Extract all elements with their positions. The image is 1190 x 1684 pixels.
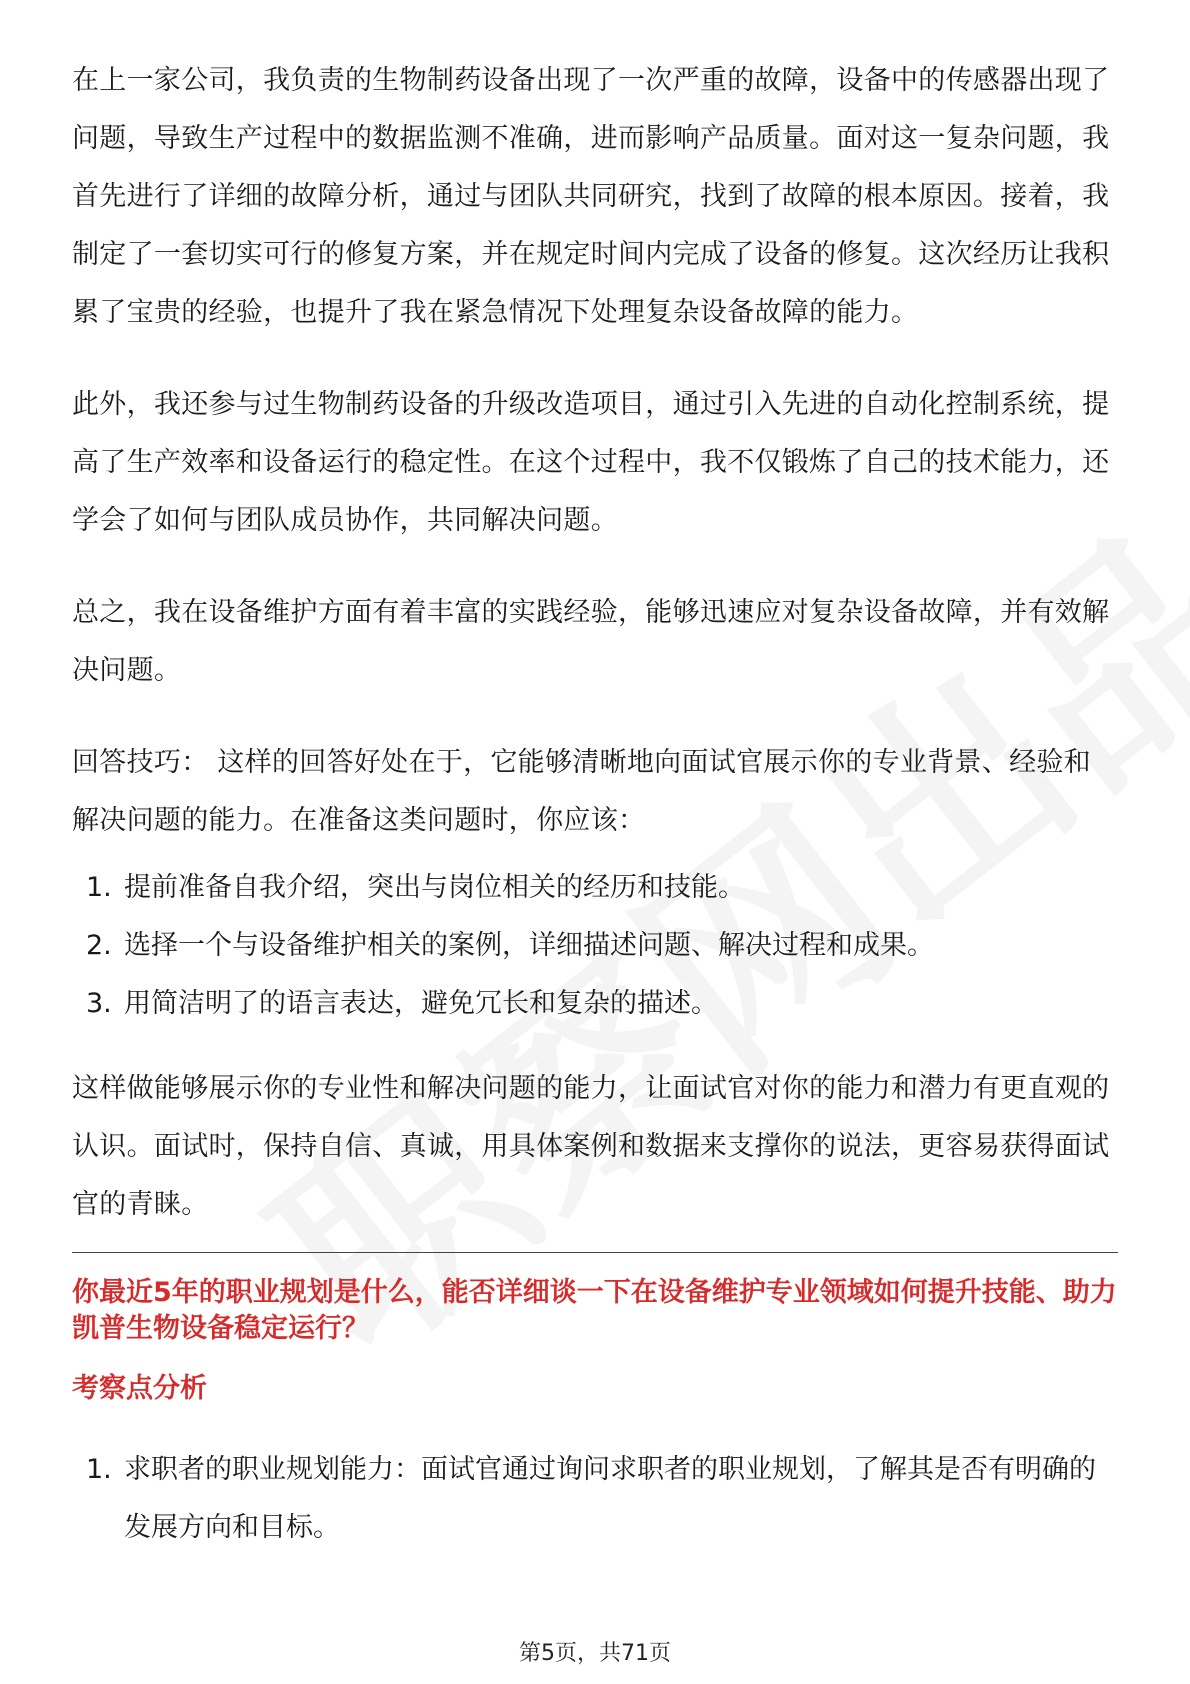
list-number: 1.: [86, 1454, 112, 1485]
list-number: 1.: [86, 872, 112, 903]
question-heading: 你最近5年的职业规划是什么，能否详细谈一下在设备维护专业领域如何提升技能、助力凯普生物设备稳定运行？: [72, 1277, 1117, 1344]
paragraph-experience: 在上一家公司，我负责的生物制药设备出现了一次严重的故障，设备中的传感器出现了问题，导致生产过程中的数据监测不准确，进而影响产品质量。面对这一复杂问题，我首先进行了详细的故障分析，通过与团队共同研究，找到了故障的根本原因。接着，我制定了一套切实可行的修复方案，并在规定时间内完成了设备的修复。这次经历让我积累了宝贵的经验，也提升了我在紧急情况下处理复杂设备故障的能力。: [72, 65, 1110, 328]
analysis-heading: 考察点分析: [72, 1373, 207, 1404]
list-number: 2.: [86, 930, 112, 961]
list-text: 用简洁明了的语言表达，避免冗长和复杂的描述。: [124, 988, 718, 1019]
list-item: [72, 928, 1118, 964]
paragraph-summary: 总之，我在设备维护方面有着丰富的实践经验，能够迅速应对复杂设备故障，并有效解决问题。: [72, 597, 1110, 686]
list-item: [72, 986, 1118, 1022]
list-text: 提前准备自我介绍，突出与岗位相关的经历和技能。: [124, 872, 745, 903]
section-divider: [72, 1252, 1118, 1253]
paragraph-closing: 这样做能够展示你的专业性和解决问题的能力，让面试官对你的能力和潜力有更直观的认识。面试时，保持自信、真诚，用具体案例和数据来支撑你的说法，更容易获得面试官的青睐。: [72, 1073, 1110, 1220]
list-number: 3.: [86, 988, 112, 1019]
list-item: [72, 870, 1118, 906]
paragraph-upgrade-project: 此外，我还参与过生物制药设备的升级改造项目，通过引入先进的自动化控制系统，提高了生产效率和设备运行的稳定性。在这个过程中，我不仅锻炼了自己的技术能力，还学会了如何与团队成员协作，共同解决问题。: [72, 389, 1110, 536]
list-text: 求职者的职业规划能力：面试官通过询问求职者的职业规划，了解其是否有明确的发展方向和目标。: [124, 1454, 1096, 1543]
document-page: [72, 52, 1118, 1557]
paragraph-answer-tips: 回答技巧： 这样的回答好处在于，它能够清晰地向面试官展示你的专业背景、经验和解决问题的能力。在准备这类问题时，你应该：: [72, 747, 1091, 836]
page-number: 第5页，共71页: [519, 1641, 671, 1666]
analysis-list: [72, 1441, 1118, 1557]
tips-list: [72, 870, 1118, 1022]
list-text: 选择一个与设备维护相关的案例，详细描述问题、解决过程和成果。: [124, 930, 934, 961]
list-item: [72, 1441, 1118, 1557]
